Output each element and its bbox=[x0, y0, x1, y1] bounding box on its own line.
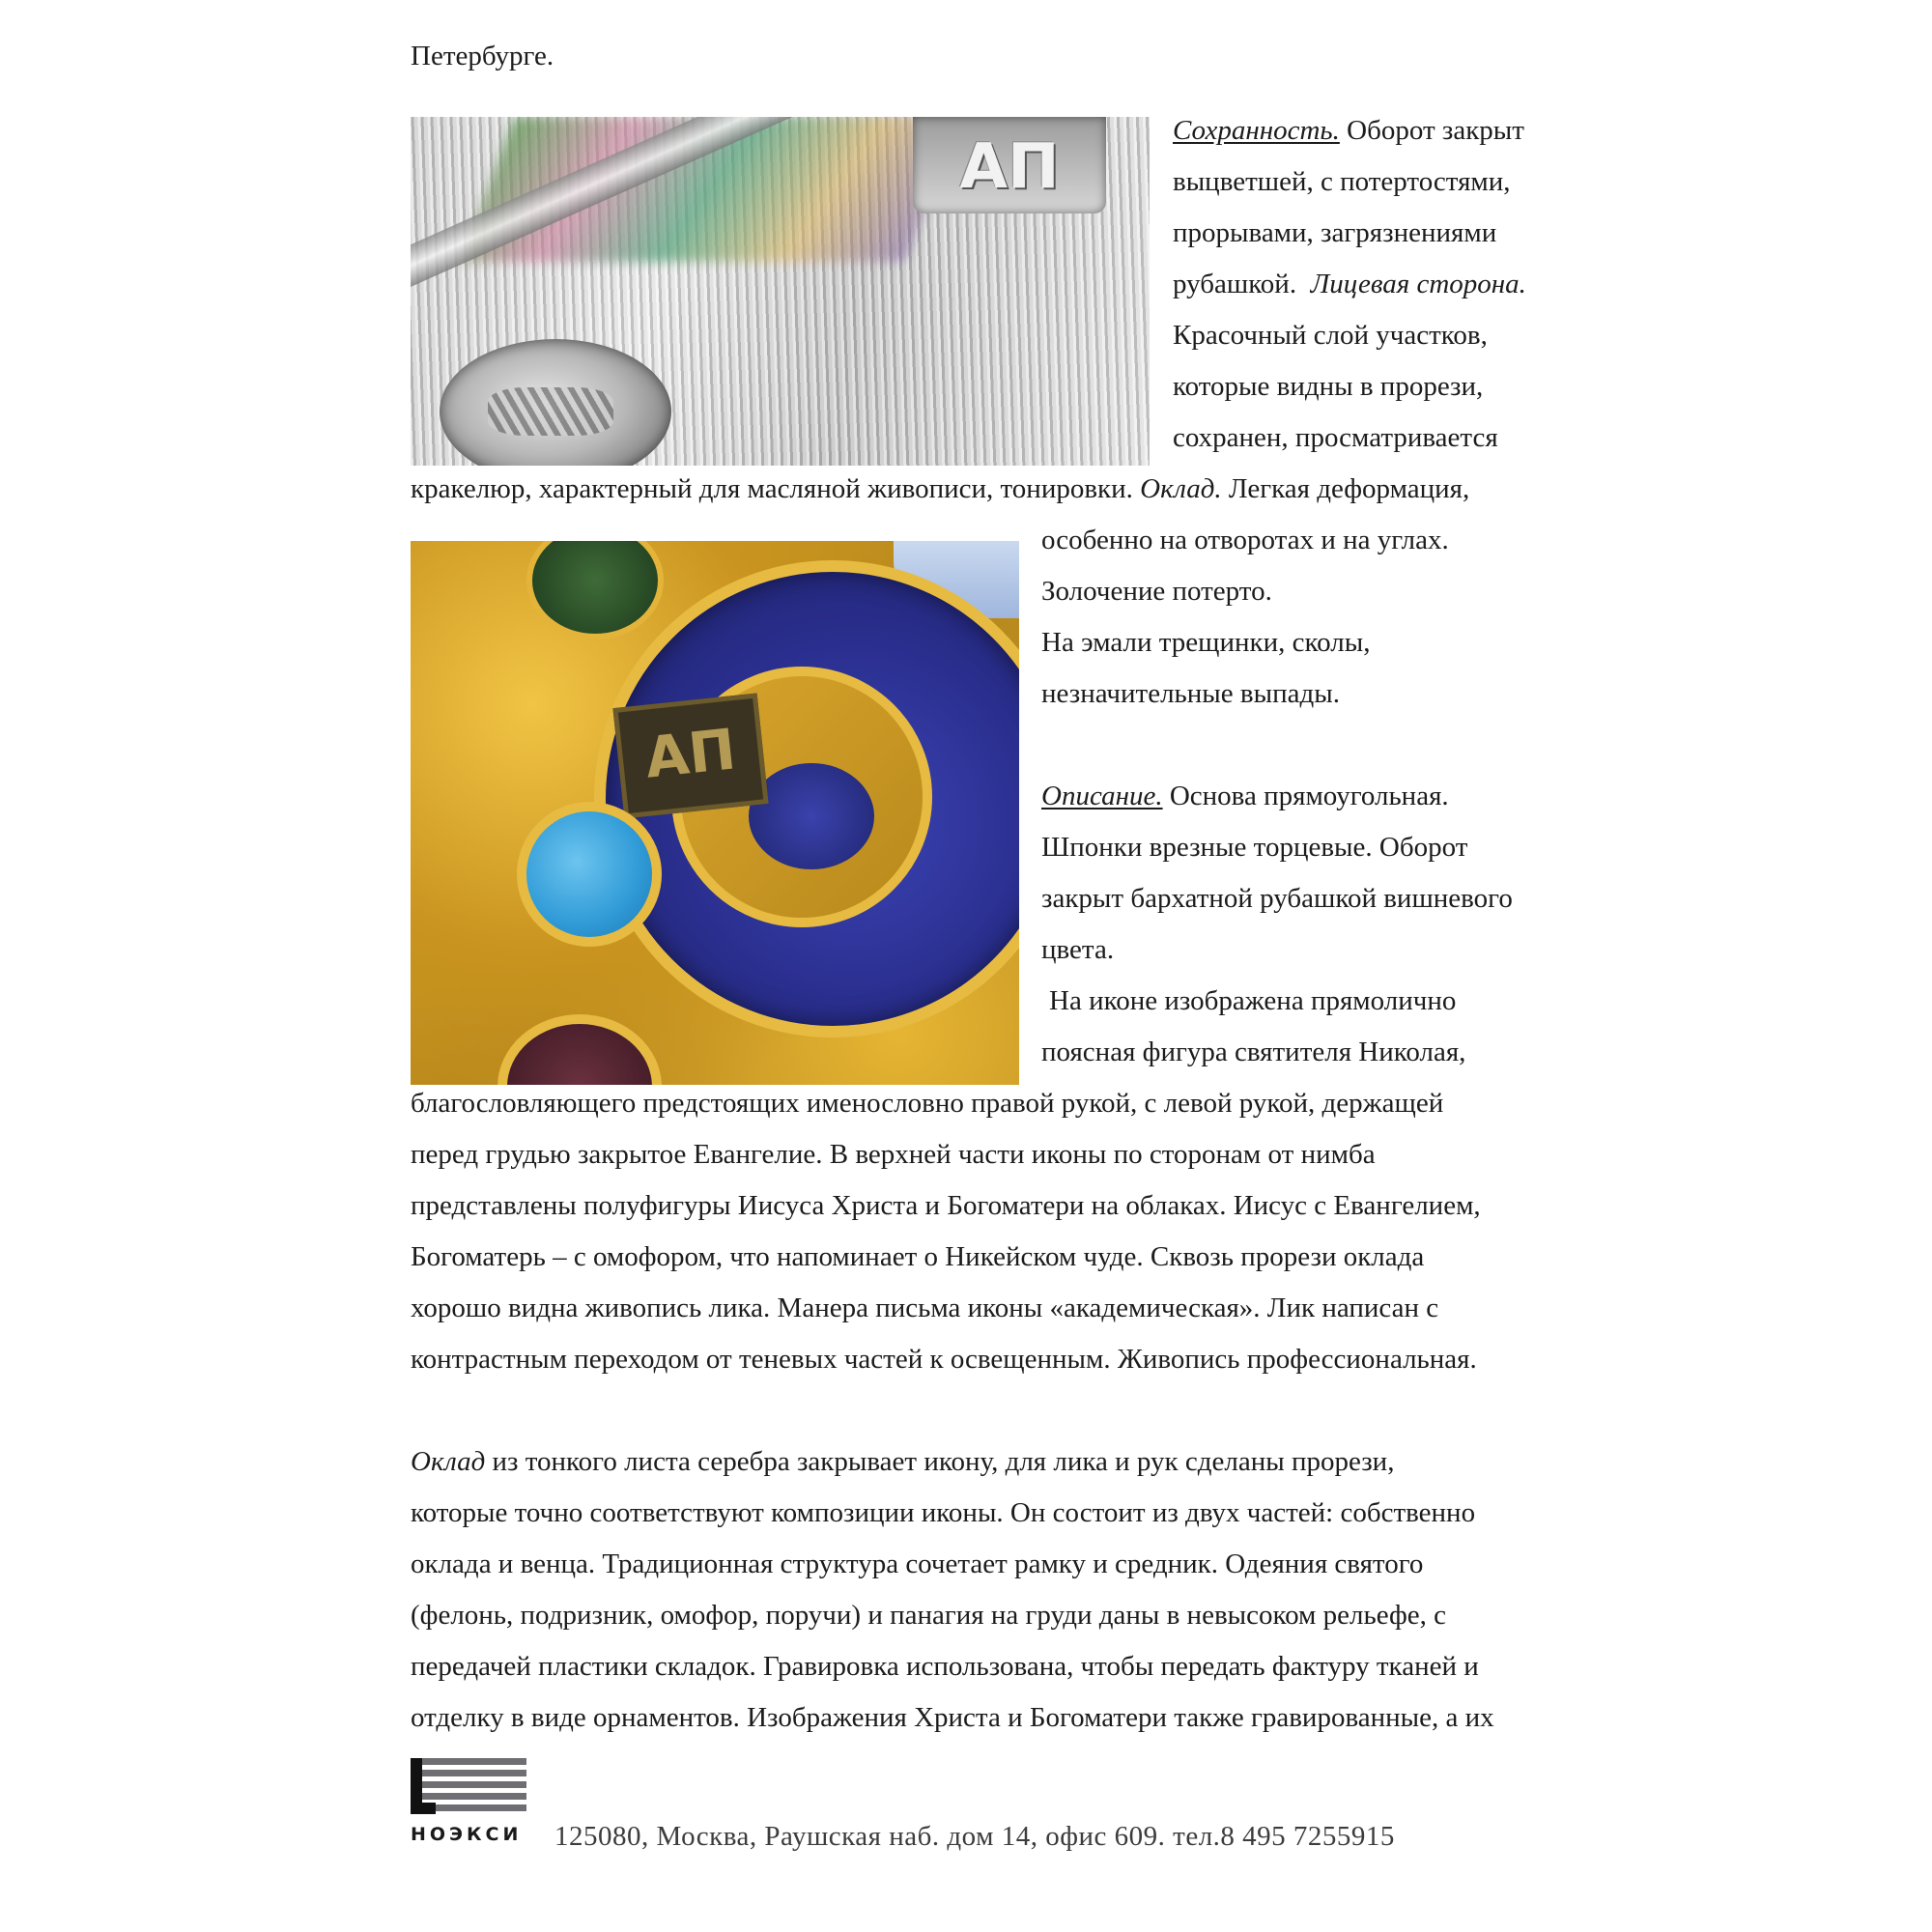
text-span: оклада и венца. Традиционная структура сочетает рамку и средник. Одеяния святого bbox=[411, 1548, 1424, 1579]
text-span: Красочный слой участков, bbox=[1173, 320, 1488, 351]
enamel-green bbox=[526, 541, 664, 639]
text-span: благословляющего предстоящих именословно правой рукой, с левой рукой, держащей bbox=[411, 1088, 1444, 1119]
text-span: закрыт бархатной рубашкой вишневого bbox=[1041, 883, 1513, 914]
logo-mark-horizontal bbox=[411, 1803, 436, 1814]
text-span: незначительные выпады. bbox=[1041, 678, 1340, 709]
text-span: отделку в виде орнаментов. Изображения Христа и Богоматери также гравированные, а их bbox=[411, 1702, 1494, 1733]
section-label-oklad-paragraph: Оклад bbox=[411, 1446, 486, 1477]
text-line bbox=[411, 1444, 1394, 1479]
text-line bbox=[1049, 983, 1456, 1018]
text-span: рубашкой. bbox=[1173, 269, 1297, 299]
text-span: передачей пластики складок. Гравировка использована, чтобы передать фактуру тканей и bbox=[411, 1651, 1479, 1682]
text-span: особенно на отворотах и на углах. bbox=[1041, 525, 1449, 555]
text-line bbox=[1173, 113, 1524, 148]
text-line bbox=[411, 1547, 1423, 1581]
text-line bbox=[411, 39, 554, 73]
section-label-oklad: Оклад. bbox=[1140, 473, 1222, 504]
text-span: поясная фигура святителя Николая, bbox=[1041, 1037, 1466, 1067]
text-line bbox=[1041, 881, 1513, 916]
text-span: прорывами, загрязнениями bbox=[1173, 217, 1497, 248]
text-line bbox=[411, 471, 1469, 506]
text-span: сохранен, просматривается bbox=[1173, 422, 1498, 453]
text-line bbox=[1173, 318, 1488, 353]
text-line bbox=[1173, 215, 1496, 250]
text-span: Легкая деформация, bbox=[1221, 473, 1470, 504]
text-line bbox=[1041, 676, 1340, 711]
logo-bar bbox=[411, 1758, 526, 1765]
maker-mark-letters: АП bbox=[959, 131, 1060, 203]
maker-mark-enamel: АП bbox=[612, 693, 768, 818]
oval-hallmark-relief bbox=[488, 387, 613, 436]
text-span: выцветшей, с потертостями, bbox=[1173, 166, 1511, 197]
enamel-turquoise-dot bbox=[517, 802, 662, 947]
footer-address: 125080, Москва, Раушская наб. дом 14, офис 609. тел.8 495 7255915 bbox=[554, 1821, 1395, 1852]
text-line bbox=[1173, 420, 1498, 455]
text-span: (фелонь, подризник, омофор, поручи) и панагия на груди даны в невысоком рельефе, с bbox=[411, 1600, 1446, 1631]
text-line bbox=[1173, 164, 1511, 199]
text-line bbox=[411, 1137, 1376, 1172]
section-label-condition: Сохранность. bbox=[1173, 115, 1340, 146]
text-line bbox=[1041, 779, 1449, 813]
text-span: Богоматерь – с омофором, что напоминает о Никейском чуде. Сквозь прорези оклада bbox=[411, 1241, 1425, 1272]
text-line bbox=[1041, 1035, 1465, 1069]
text-span: представлены полуфигуры Иисуса Христа и Богоматери на облаках. Иисус с Евангелием, bbox=[411, 1190, 1481, 1221]
text-span: которые точно соответствуют композиции иконы. Он состоит из двух частей: собственно bbox=[411, 1497, 1476, 1528]
text-span: Оборот закрыт bbox=[1339, 115, 1524, 146]
text-line bbox=[1173, 369, 1483, 404]
text-line bbox=[1041, 523, 1449, 557]
text-line bbox=[411, 1086, 1443, 1121]
text-span: Шпонки врезные торцевые. Оборот bbox=[1041, 832, 1468, 863]
text-line bbox=[1041, 574, 1272, 609]
text-span: Петербурге. bbox=[411, 41, 554, 71]
text-span: Основа прямоугольная. bbox=[1162, 781, 1449, 811]
logo-wordmark: НОЭКСИ bbox=[411, 1824, 523, 1845]
text-line bbox=[411, 1291, 1438, 1325]
text-line bbox=[411, 1700, 1494, 1735]
text-line bbox=[411, 1188, 1481, 1223]
text-span: Золочение потерто. bbox=[1041, 576, 1272, 607]
text-span: хорошо видна живопись лика. Манера письма иконы «академическая». Лик написан с bbox=[411, 1293, 1439, 1323]
text-line bbox=[411, 1342, 1477, 1377]
text-line bbox=[1041, 625, 1370, 660]
text-span: перед грудью закрытое Евангелие. В верхней части иконы по сторонам от нимба bbox=[411, 1139, 1376, 1170]
hallmark-photo-silver bbox=[411, 117, 1150, 466]
text-span: На иконе изображена прямолично bbox=[1049, 985, 1457, 1016]
text-line bbox=[1041, 830, 1467, 865]
text-span: из тонкого листа серебра закрывает икону, для лика и рук сделаны прорези, bbox=[485, 1446, 1395, 1477]
hallmark-photo-enamel bbox=[411, 541, 1019, 1085]
text-span: которые видны в прорези, bbox=[1173, 371, 1484, 402]
text-span: цвета. bbox=[1041, 934, 1115, 965]
text-line bbox=[1041, 932, 1114, 967]
logo-bar bbox=[411, 1793, 526, 1800]
logo-bar bbox=[411, 1770, 526, 1776]
text-span: кракелюр, характерный для масляной живописи, тонировки. bbox=[411, 473, 1133, 504]
text-line bbox=[411, 1239, 1424, 1274]
enamel-garnet-dot bbox=[497, 1014, 662, 1085]
text-span: контрастным переходом от теневых частей к освещенным. Живопись профессиональная. bbox=[411, 1344, 1477, 1375]
text-line bbox=[411, 1598, 1446, 1633]
logo-bar bbox=[411, 1781, 526, 1788]
section-label-front-side: Лицевая сторона. bbox=[1310, 269, 1526, 299]
text-line bbox=[411, 1495, 1475, 1530]
text-line bbox=[411, 1649, 1479, 1684]
text-line bbox=[1173, 267, 1526, 301]
enamel-blue-curl bbox=[749, 763, 874, 869]
section-label-description: Описание. bbox=[1041, 781, 1163, 811]
company-logo bbox=[411, 1758, 526, 1850]
text-span: На эмали трещинки, сколы, bbox=[1041, 627, 1371, 658]
